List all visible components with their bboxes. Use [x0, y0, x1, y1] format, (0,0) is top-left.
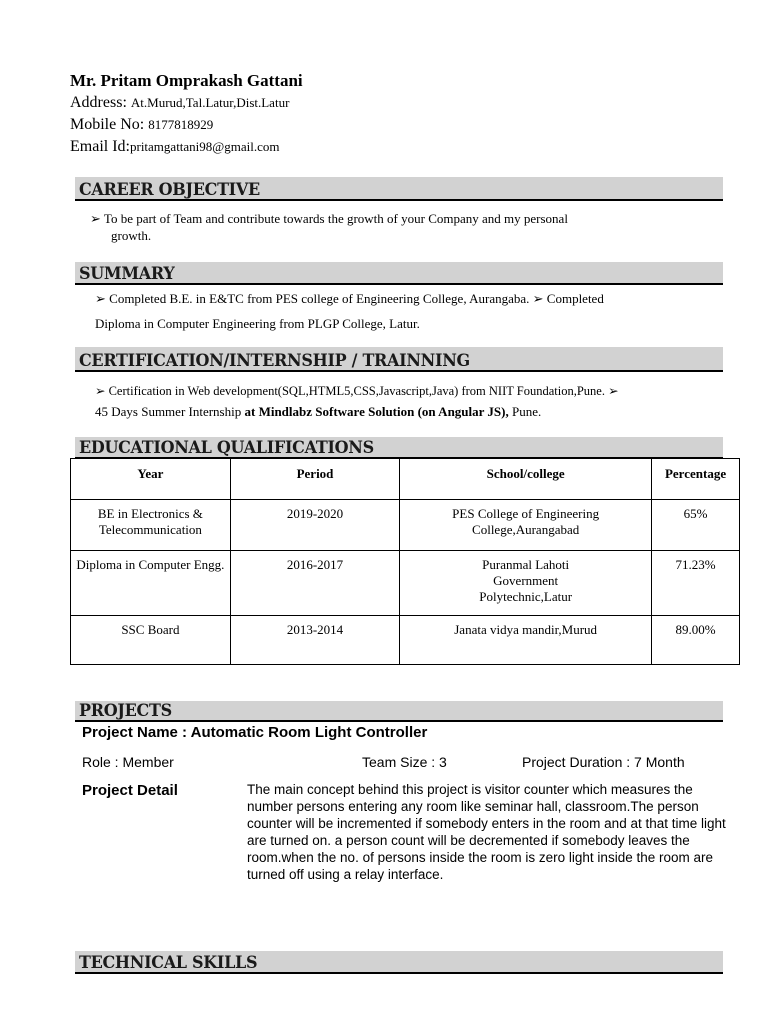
mobile-value: 8177818929: [148, 117, 214, 132]
internship-company: at Mindlabz Software Solution (on Angular JS),: [244, 404, 509, 419]
project-duration: Project Duration : 7 Month: [522, 754, 685, 770]
email-value: pritamgattani98@gmail.com: [129, 139, 280, 154]
email-line: [70, 138, 280, 156]
career-line-1: ➢ To be part of Team and contribute towards the growth of your Company and my personal: [90, 211, 568, 226]
technical-skills-title: TECHNICAL SKILLS: [79, 952, 258, 972]
internship-suffix: Pune.: [508, 404, 542, 419]
education-table: [70, 458, 740, 665]
candidate-name: Mr. Pritam Omprakash Gattani: [70, 71, 303, 90]
cell-period: 2016-2017: [230, 551, 399, 616]
career-objective-heading: [75, 177, 723, 201]
cell-period: 2013-2014: [230, 616, 399, 665]
mobile-label: Mobile No:: [70, 116, 145, 133]
table-row: [71, 616, 740, 665]
projects-heading: [75, 701, 723, 722]
technical-skills-heading: [75, 951, 723, 974]
certification-title: CERTIFICATION/INTERNSHIP / TRAINNING: [79, 350, 470, 370]
cell-percentage: 89.00%: [652, 616, 740, 665]
certification-heading: [75, 347, 723, 372]
career-line-2: growth.: [111, 228, 152, 243]
header-school: School/college: [400, 459, 652, 500]
cell-school: PES College of Engineering College,Aurangabad: [400, 500, 652, 551]
career-objective-text: [90, 210, 650, 244]
address-value: At.Murud,Tal.Latur,Dist.Latur: [130, 95, 290, 110]
career-objective-title: CAREER OBJECTIVE: [79, 179, 260, 199]
mobile-line: [70, 116, 213, 134]
table-row: [71, 500, 740, 551]
header-percentage: Percentage: [652, 459, 740, 500]
project-team-size: Team Size : 3: [362, 754, 447, 770]
header-year: Year: [71, 459, 231, 500]
cell-year: SSC Board: [71, 616, 231, 665]
certification-line-2: [95, 403, 715, 420]
cell-percentage: 71.23%: [652, 551, 740, 616]
projects-title: PROJECTS: [79, 700, 172, 720]
project-detail-label: Project Detail: [82, 782, 178, 799]
header-period: Period: [230, 459, 399, 500]
internship-prefix: 45 Days Summer Internship: [95, 404, 245, 419]
table-header-row: [71, 459, 740, 500]
cell-year: Diploma in Computer Engg.: [71, 551, 231, 616]
address-label: Address:: [70, 94, 127, 111]
address-line: [70, 94, 289, 112]
certification-line-1: ➢ Certification in Web development(SQL,HTML5,CSS,Javascript,Java) from NIIT Foundation,Pune. ➢: [95, 384, 619, 398]
summary-line-1: ➢ Completed B.E. in E&TC from PES college of Engineering College, Aurangaba. ➢ Completed: [95, 291, 604, 306]
education-heading: [75, 437, 723, 459]
project-detail-text: The main concept behind this project is visitor counter which measures the number persons entering any room like seminar hall, classroom.The person counter will be incremented if somebody enters in the room and at that time light are turned on. a person count will be decremented if somebody leaves the room.when the no. of persons inside the room is zero light inside the room are turned off using a relay interface.: [247, 782, 726, 882]
cell-percentage: 65%: [652, 500, 740, 551]
summary-line-2: Diploma in Computer Engineering from PLGP College, Latur.: [95, 316, 420, 331]
project-name: Project Name : Automatic Room Light Controller: [82, 724, 428, 741]
cell-school: Puranmal Lahoti Government Polytechnic,Latur: [400, 551, 652, 616]
summary-title: SUMMARY: [79, 263, 175, 283]
project-role: Role : Member: [82, 754, 174, 770]
cell-school: Janata vidya mandir,Murud: [400, 616, 652, 665]
education-title: EDUCATIONAL QUALIFICATIONS: [79, 437, 374, 457]
table-row: [71, 551, 740, 616]
cell-period: 2019-2020: [230, 500, 399, 551]
cell-year: BE in Electronics & Telecommunication: [71, 500, 231, 551]
summary-heading: [75, 262, 723, 285]
email-label: Email Id:: [70, 138, 130, 155]
